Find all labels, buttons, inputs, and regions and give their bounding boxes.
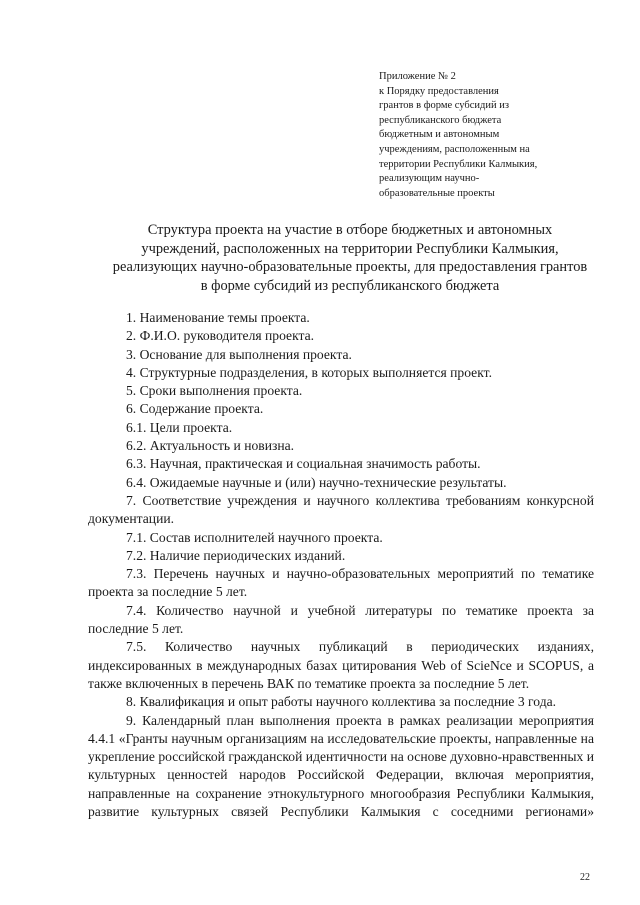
annex-line: республиканского бюджета bbox=[379, 114, 502, 126]
document-title bbox=[100, 221, 600, 295]
title-line: реализующих научно-образовательные проекты, для предоставления грантов bbox=[112, 259, 588, 276]
title-line: Структура проекта на участие в отборе бюджетных и автономных bbox=[147, 222, 553, 238]
annex-header bbox=[379, 70, 579, 201]
list-item: 7.3. Перечень научных и научно-образовательных мероприятий по тематике проекта за последние 5 лет. bbox=[88, 566, 594, 600]
list-item: 7.1. Состав исполнителей научного проекта. bbox=[126, 529, 383, 545]
structure-list bbox=[88, 309, 594, 821]
annex-line: грантов в форме субсидий из bbox=[379, 100, 510, 112]
list-item: 1. Наименование темы проекта. bbox=[126, 310, 310, 325]
annex-line: учреждениям, расположенным на bbox=[379, 143, 530, 155]
list-item: 4. Структурные подразделения, в которых выполняется проект. bbox=[126, 364, 492, 380]
page-number: 22 bbox=[580, 872, 590, 883]
title-line: в форме субсидий из республиканского бюджета bbox=[200, 277, 500, 294]
list-item: 5. Сроки выполнения проекта. bbox=[126, 383, 303, 399]
list-item: 8. Квалификация и опыт работы научного коллектива за последние 3 года. bbox=[126, 694, 557, 710]
list-item: 7.4. Количество научной и учебной литературы по тематике проекта за последние 5 лет. bbox=[88, 602, 594, 637]
list-item: 6. Содержание проекта. bbox=[126, 401, 264, 417]
list-item: 9. Календарный план выполнения проекта в рамках реализации мероприятия 4.4.1 «Гранты научным организациям на исследовательские проекты, направленные на укрепление российской гражданской идентичности на основе духовно-нравственных и культурных ценностей народов Российской Федерации, включая мероприятия, направленные на сохранение этнокультурного многообразия Республики Калмыкия, развитие культурных связей Республики Калмыкия с соседними регионами» bbox=[88, 712, 594, 820]
annex-line: к Порядку предоставления bbox=[379, 85, 499, 97]
list-item: 6.1. Цели проекта. bbox=[126, 419, 233, 435]
annex-line: Приложение № 2 bbox=[379, 71, 456, 82]
list-item: 6.2. Актуальность и новизна. bbox=[126, 438, 295, 454]
title-line: учреждений, расположенных на территории Республики Калмыкия, bbox=[141, 240, 559, 257]
annex-line: бюджетным и автономным bbox=[379, 129, 500, 141]
annex-line: образовательные проекты bbox=[379, 187, 495, 199]
list-item: 6.3. Научная, практическая и социальная значимость работы. bbox=[126, 456, 481, 472]
annex-line: территории Республики Калмыкия, bbox=[379, 158, 538, 170]
list-item: 2. Ф.И.О. руководителя проекта. bbox=[126, 328, 315, 344]
list-item: 3. Основание для выполнения проекта. bbox=[126, 346, 352, 362]
list-item: 7.5. Количество научных публикаций в периодических изданиях, индексированных в международных базах цитирования Web of ScieNce и SCOPUS, а также включенных в перечень ВАК по тематике проекта за последние 5 лет. bbox=[88, 639, 594, 691]
list-item: 7.2. Наличие периодических изданий. bbox=[126, 547, 346, 563]
annex-line: реализующим научно- bbox=[379, 173, 480, 185]
list-item: 6.4. Ожидаемые научные и (или) научно-технические результаты. bbox=[126, 474, 507, 490]
list-item: 7. Соответствие учреждения и научного коллектива требованиям конкурсной документации. bbox=[88, 492, 594, 527]
